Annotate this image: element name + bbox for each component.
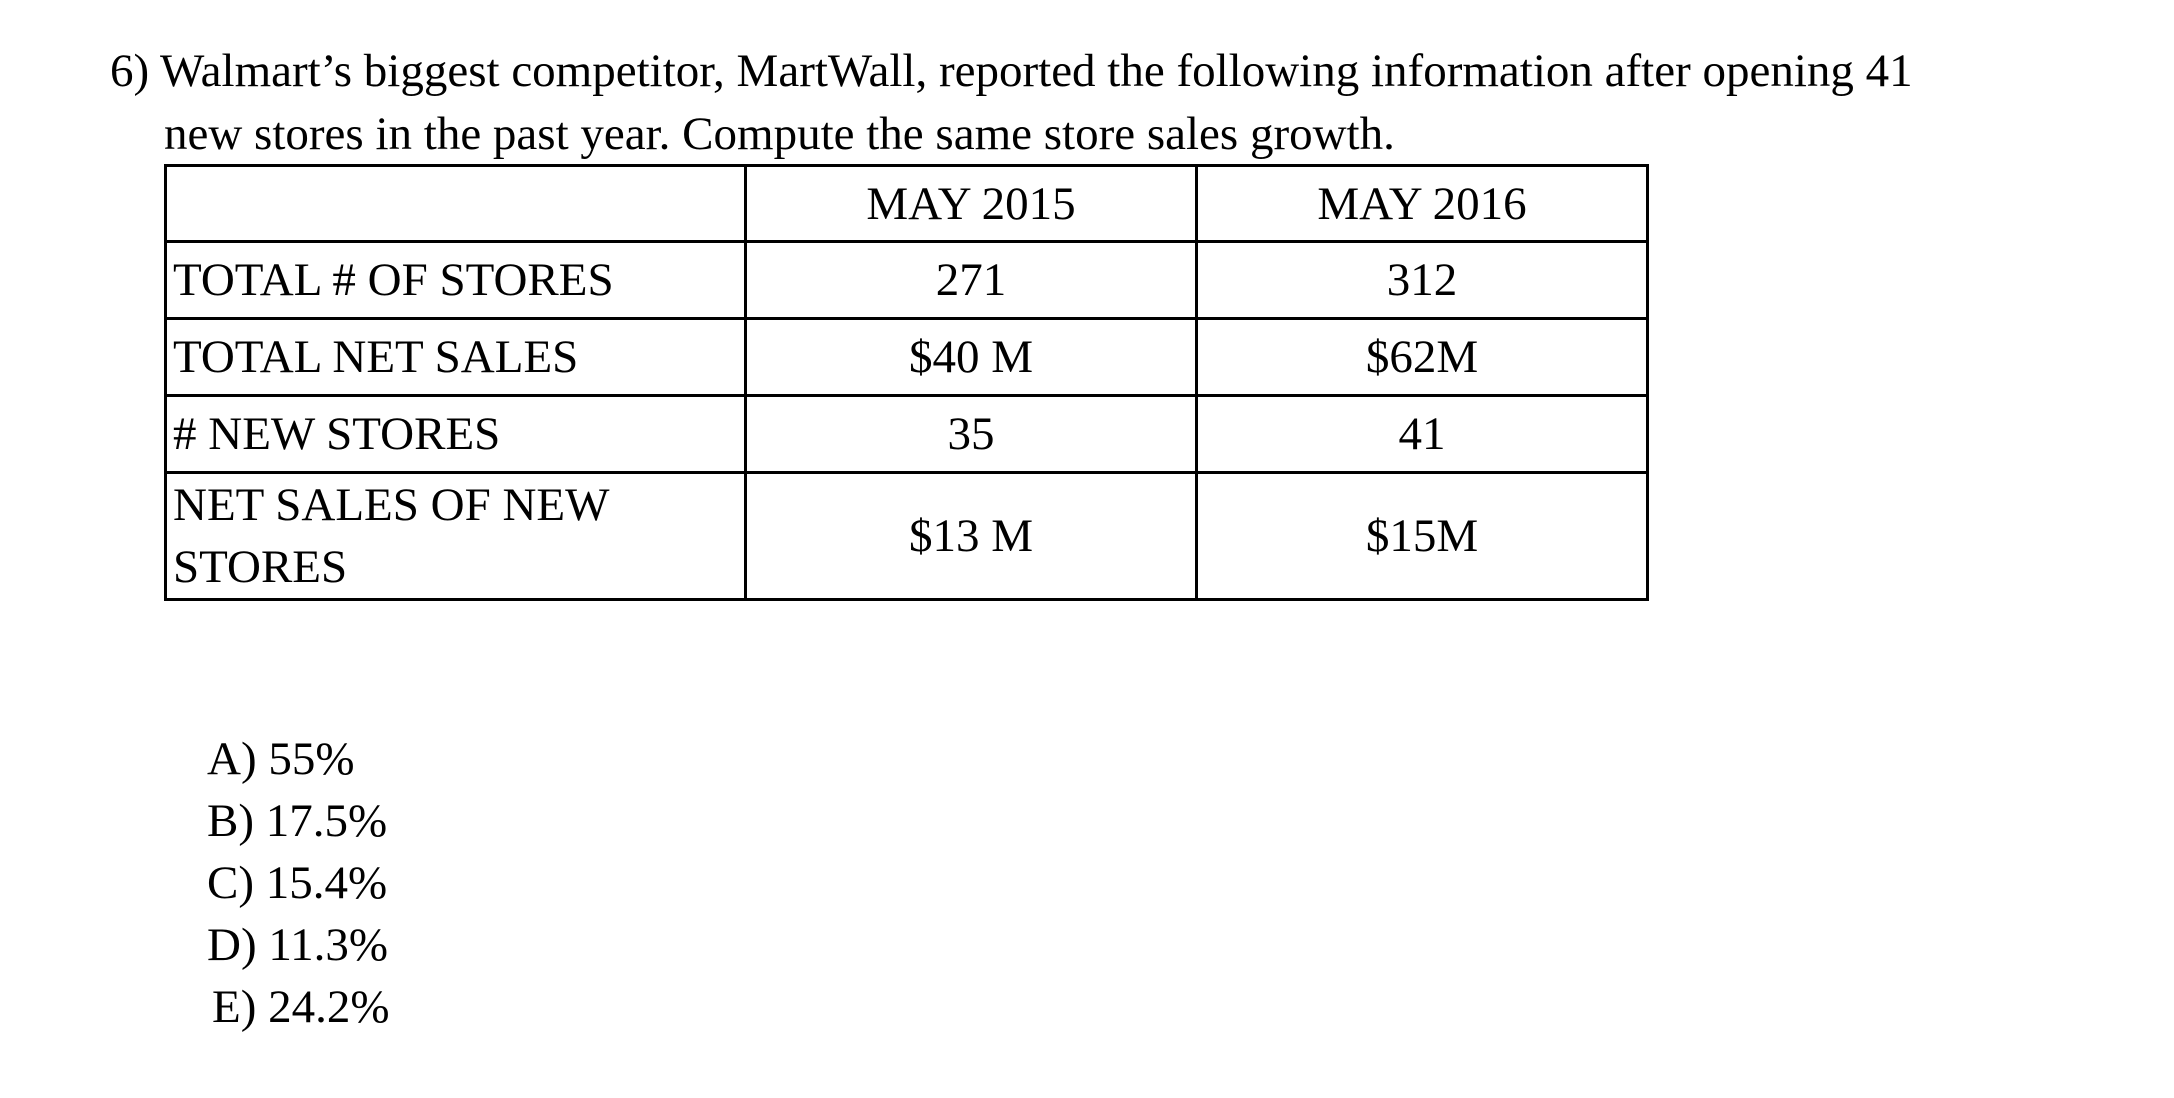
choice-e[interactable]: E) 24.2% — [212, 981, 390, 1033]
cell-total-stores-2016: 312 — [1197, 242, 1648, 319]
cell-new-stores-2016: 41 — [1197, 396, 1648, 473]
row-label-total-stores: TOTAL # OF STORES — [166, 242, 746, 319]
answer-choices — [207, 728, 390, 1038]
table-row — [166, 396, 1648, 473]
choice-a[interactable]: A) 55% — [207, 733, 355, 785]
choice-b[interactable]: B) 17.5% — [207, 795, 388, 847]
cell-total-net-sales-2016: $62M — [1197, 319, 1648, 396]
cell-net-sales-new-stores-2015: $13 M — [746, 473, 1197, 600]
table-row — [166, 473, 1648, 600]
header-empty — [166, 166, 746, 242]
row-label-net-sales-new-stores — [166, 473, 746, 600]
cell-total-net-sales-2015: $40 M — [746, 319, 1197, 396]
row-label-line-1: NET SALES OF NEW — [173, 479, 610, 531]
cell-new-stores-2015: 35 — [746, 396, 1197, 473]
question-line-2: new stores in the past year. Compute the same store sales growth. — [164, 108, 1395, 160]
table-row — [166, 242, 1648, 319]
row-label-total-net-sales: TOTAL NET SALES — [166, 319, 746, 396]
choice-c[interactable]: C) 15.4% — [207, 857, 388, 909]
question-text — [110, 40, 2090, 166]
cell-total-stores-2015: 271 — [746, 242, 1197, 319]
header-may-2015: MAY 2015 — [746, 166, 1197, 242]
row-label-new-stores: # NEW STORES — [166, 396, 746, 473]
choice-d[interactable]: D) 11.3% — [207, 919, 389, 971]
header-may-2016: MAY 2016 — [1197, 166, 1648, 242]
row-label-line-2: STORES — [173, 541, 348, 593]
table-row — [166, 319, 1648, 396]
table-header-row — [166, 166, 1648, 242]
question-line-1: 6) Walmart’s biggest competitor, MartWall, reported the following information after opening 41 — [110, 45, 1913, 97]
cell-net-sales-new-stores-2016: $15M — [1197, 473, 1648, 600]
data-table — [164, 164, 1649, 601]
